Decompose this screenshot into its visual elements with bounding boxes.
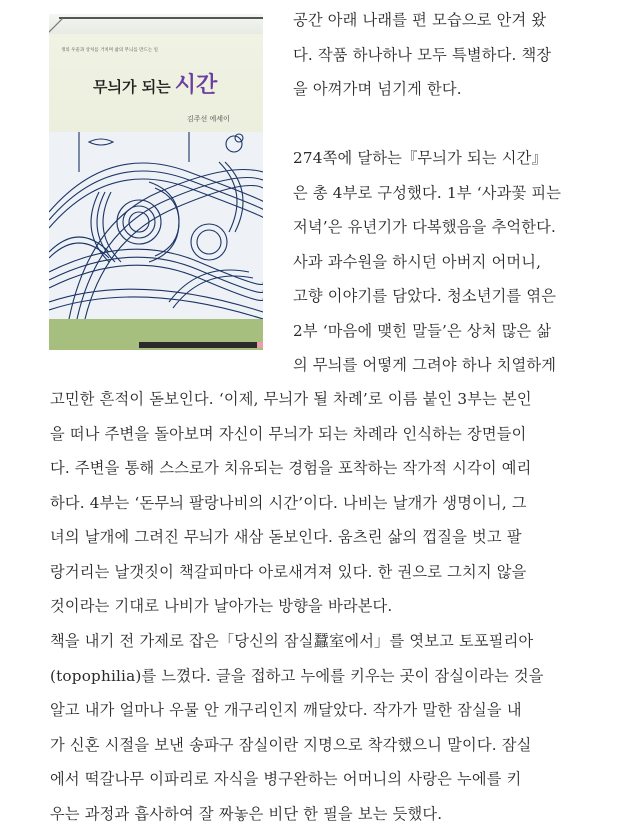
book-cover-image [49, 14, 263, 350]
pencil-graphic-icon [139, 342, 257, 348]
text-line: 사과 과수원을 하시던 아버지 어머니, [293, 252, 542, 271]
text-line: 우는 과정과 흡사하여 잘 짜놓은 비단 한 필을 보는 듯했다. [50, 804, 443, 823]
text-line: 녀의 날개에 그려진 무늬가 새삼 돋보인다. 움츠린 삶의 껍질을 벗고 팔 [50, 528, 522, 546]
book-author: 김주선 에세이 [187, 115, 230, 123]
book-illustration [49, 132, 263, 319]
text-line: 것이라는 기대로 나비가 날아가는 방향을 바라본다. [50, 597, 393, 615]
paragraph-1-right [293, 3, 551, 107]
text-line: 2부 ‘마음에 맺힌 말들’은 상처 많은 삶 [293, 321, 552, 340]
pattern-illustration-icon [49, 132, 263, 319]
text-line: 을 떠나 주변을 돌아보며 자신이 무늬가 되는 차례라 인식하는 장면들이 [50, 424, 527, 443]
text-line: 다. 주변을 통해 스스로가 치유되는 경험을 포착하는 작가적 시각이 예리 [50, 459, 532, 477]
paragraph-2-full [50, 382, 532, 624]
book-cover-band [49, 319, 263, 350]
text-line: 고민한 흔적이 돋보인다. ‘이제, 무늬가 될 차례’로 이름 붙인 3부는 본인 [50, 390, 532, 408]
book-title [93, 68, 217, 99]
book-title-main: 무늬가 되는 [93, 78, 171, 96]
book-title-accent: 시간 [174, 73, 218, 98]
text-line: 에서 떡갈나무 이파리로 자식을 병구완하는 어머니의 사랑은 누에를 키 [50, 770, 522, 788]
text-line: 저녁’은 유년기가 다복했음을 추억한다. [293, 218, 557, 236]
text-line: 다. 작품 하나하나 모두 특별하다. 책장 [293, 45, 552, 64]
text-line: 알고 내가 얼마나 우물 안 개구리인지 깨달았다. 작가가 말한 잠실을 내 [50, 701, 522, 719]
text-line: 랑거리는 날갯짓이 책갈피마다 아로새겨져 있다. 한 권으로 그치지 않을 [50, 562, 527, 581]
text-line: 은 총 4부로 구성했다. 1부 ‘사과꽃 피는 [293, 183, 562, 202]
text-line: 고향 이야기를 담았다. 청소년기를 엮은 [293, 287, 557, 305]
text-line: 가 신혼 시절을 보낸 송파구 잠실이란 지명으로 착각했으니 말이다. 잠실 [50, 735, 532, 754]
text-line: 274쪽에 달하는『무늬가 되는 시간』 [293, 149, 547, 167]
paragraph-2-right [293, 141, 561, 383]
text-line: 하다. 4부는 ‘돈무늬 팔랑나비의 시간’이다. 나비는 날개가 생명이니, 그 [50, 493, 527, 512]
text-line: 공간 아래 나래를 편 모습으로 안겨 왔 [293, 11, 547, 29]
book-spine-top [49, 14, 263, 34]
paragraph-3 [50, 624, 544, 831]
book-tagline: 생의 우울과 상처를 거치며 삶의 무늬를 만드는 일 [61, 48, 158, 53]
text-line: 의 무늬를 어떻게 그려야 하나 치열하게 [293, 356, 557, 374]
text-line: 책을 내기 전 가제로 잡은「당신의 잠실蠶室에서」를 엿보고 토포필리아 [50, 632, 534, 650]
text-line: (topophilia)를 느꼈다. 글을 접하고 누에를 키우는 곳이 잠실이라는 것을 [50, 666, 544, 685]
text-line: 을 아껴가며 넘기게 한다. [293, 80, 462, 98]
book-cover-upper [49, 34, 263, 132]
